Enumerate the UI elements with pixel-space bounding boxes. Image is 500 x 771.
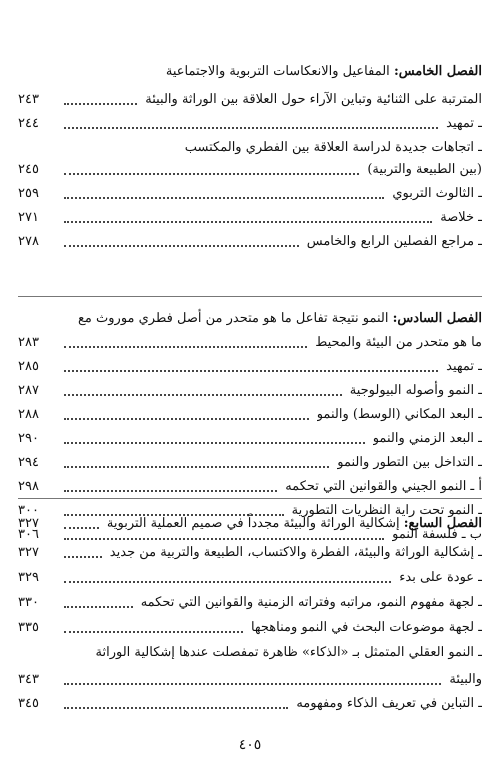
entry-page-number: ٣٣٥ bbox=[18, 620, 39, 635]
entry-title bbox=[107, 513, 482, 535]
entry-text: (بين الطبيعة والتربية) bbox=[367, 162, 482, 177]
entry-text: ـ البعد المكاني (الوسط) والنمو bbox=[316, 407, 482, 422]
dot-leader bbox=[64, 163, 359, 175]
dot-leader bbox=[64, 235, 299, 247]
entry-text: ـ خلاصة bbox=[440, 210, 482, 225]
entry-title bbox=[96, 642, 483, 664]
entry-title bbox=[440, 207, 482, 229]
entry-page-number: ٢٨٣ bbox=[18, 335, 39, 350]
toc-entry bbox=[18, 158, 482, 182]
dot-leader bbox=[64, 432, 365, 444]
entry-title bbox=[166, 61, 482, 83]
entry-text: ـ تمهيد bbox=[446, 116, 482, 131]
dot-leader bbox=[64, 697, 288, 709]
entry-page-number: ٢٤٥ bbox=[18, 162, 39, 177]
chapter-heading bbox=[18, 60, 482, 84]
entry-page-number: ٢٧١ bbox=[18, 210, 39, 225]
entry-title bbox=[446, 356, 482, 378]
entry-title bbox=[373, 428, 482, 450]
dot-leader bbox=[64, 456, 329, 468]
dot-leader bbox=[64, 117, 438, 129]
dot-leader bbox=[64, 571, 391, 583]
entry-page-number: ٣٠٦ bbox=[18, 527, 39, 542]
entry-page-number: ٢٤٤ bbox=[18, 116, 39, 131]
entry-text: ـ النمو تحت راية النظريات التطورية bbox=[291, 503, 482, 518]
chapter-label: الفصل السادس: bbox=[392, 311, 482, 326]
entry-text: والبيئة bbox=[449, 672, 482, 687]
entry-title bbox=[185, 137, 482, 159]
entry-text: ـ النمو العقلي المتمثل بـ «الذكاء» ظاهرة تمفصلت عندها إشكالية الوراثة bbox=[95, 645, 482, 660]
toc-entry bbox=[18, 355, 482, 379]
entry-text: ـ التباين في تعريف الذكاء ومفهومه bbox=[296, 696, 482, 711]
toc-entry bbox=[18, 403, 482, 427]
entry-text: ـ تمهيد bbox=[446, 359, 482, 374]
entry-text: ـ البعد الزمني والنمو bbox=[372, 431, 482, 446]
dot-leader bbox=[64, 480, 277, 492]
toc-entry bbox=[18, 230, 482, 254]
entry-text: ـ التداخل بين التطور والنمو bbox=[337, 455, 482, 470]
entry-text: ـ اتجاهات جديدة لدراسة العلاقة بين الفطري والمكتسب bbox=[184, 140, 482, 155]
entry-text: النمو نتيجة تفاعل ما هو متحدر من أصل فطري موروث مع bbox=[78, 311, 389, 326]
toc-entry bbox=[18, 641, 482, 665]
entry-title bbox=[350, 380, 482, 402]
entry-text: إشكالية الوراثة والبيئة مجدداً في صميم العملية التربوية bbox=[106, 516, 400, 531]
toc-entry bbox=[18, 475, 482, 499]
entry-page-number: ٢٨٨ bbox=[18, 407, 39, 422]
toc-entry bbox=[18, 136, 482, 160]
dot-leader bbox=[64, 546, 102, 558]
entry-page-number: ٣٢٧ bbox=[18, 516, 39, 531]
entry-page-number: ٢٤٣ bbox=[18, 92, 39, 107]
entry-title bbox=[399, 567, 482, 589]
entry-title bbox=[315, 332, 482, 354]
entry-text: ما هو متحدر من البيئة والمحيط bbox=[315, 335, 482, 350]
entry-page-number: ٣٠٠ bbox=[18, 503, 39, 518]
entry-page-number: ٢٨٥ bbox=[18, 359, 39, 374]
toc-entry bbox=[18, 541, 482, 565]
dot-leader bbox=[64, 596, 133, 608]
toc-entry bbox=[18, 692, 482, 716]
entry-text: ـ عودة على بدء bbox=[399, 570, 482, 585]
toc-entry bbox=[18, 331, 482, 355]
entry-title bbox=[110, 542, 482, 564]
page-number: ٤٠٥ bbox=[238, 737, 262, 753]
entry-title bbox=[337, 452, 482, 474]
entry-text: ـ الثالوث التربوي bbox=[392, 186, 482, 201]
entry-title bbox=[78, 308, 482, 330]
dot-leader bbox=[64, 211, 432, 223]
toc-entry bbox=[18, 206, 482, 230]
entry-title bbox=[367, 159, 482, 181]
dot-leader bbox=[64, 408, 309, 420]
entry-text: ـ لجهة مفهوم النمو، مراتبه وفتراته الزمنية والقوانين التي تحكمه bbox=[140, 595, 482, 610]
entry-text: ـ مراجع الفصلين الرابع والخامس bbox=[306, 234, 482, 249]
chapter-divider bbox=[18, 498, 482, 499]
entry-title bbox=[446, 113, 482, 135]
toc-entry bbox=[18, 379, 482, 403]
entry-page-number: ٣٤٥ bbox=[18, 696, 39, 711]
entry-title bbox=[296, 693, 482, 715]
entry-text: المترتبة على الثنائية وتباين الآراء حول العلاقة بين الوراثة والبيئة bbox=[145, 92, 482, 107]
toc-entry bbox=[18, 591, 482, 615]
entry-title bbox=[145, 89, 482, 111]
entry-page-number: ٣٤٣ bbox=[18, 672, 39, 687]
entry-text: ب ـ فلسفة النمو bbox=[392, 527, 482, 542]
entry-page-number: ٢٧٨ bbox=[18, 234, 39, 249]
toc-entry bbox=[18, 451, 482, 475]
toc-entry bbox=[18, 112, 482, 136]
chapter-heading bbox=[18, 512, 482, 536]
entry-page-number: ٢٨٧ bbox=[18, 383, 39, 398]
toc-entry bbox=[18, 668, 482, 692]
entry-title bbox=[285, 476, 482, 498]
dot-leader bbox=[64, 93, 137, 105]
toc-entry bbox=[18, 182, 482, 206]
entry-text: ـ النمو وأصوله البيولوجية bbox=[349, 383, 482, 398]
entry-text: ـ إشكالية الوراثة والبيئة، الفطرة والاكتساب، الطبيعة والتربية من جديد bbox=[109, 545, 482, 560]
entry-title bbox=[141, 592, 482, 614]
entry-page-number: ٢٩٠ bbox=[18, 431, 39, 446]
dot-leader bbox=[64, 360, 438, 372]
entry-title bbox=[307, 231, 482, 253]
entry-text: ـ لجهة موضوعات البحث في النمو ومناهجها bbox=[250, 620, 482, 635]
entry-title bbox=[392, 183, 482, 205]
toc-entry bbox=[18, 616, 482, 640]
entry-page-number: ٢٩٤ bbox=[18, 455, 39, 470]
dot-leader bbox=[64, 187, 384, 199]
entry-page-number: ٣٣٠ bbox=[18, 595, 39, 610]
entry-title bbox=[317, 404, 482, 426]
chapter-label: الفصل الخامس: bbox=[393, 64, 482, 79]
entry-page-number: ٣٢٧ bbox=[18, 545, 39, 560]
chapter-divider bbox=[18, 296, 482, 297]
entry-title bbox=[251, 617, 482, 639]
dot-leader bbox=[64, 673, 441, 685]
entry-page-number: ٢٩٨ bbox=[18, 479, 39, 494]
entry-title bbox=[449, 669, 482, 691]
toc-entry bbox=[18, 427, 482, 451]
entry-page-number: ٢٥٩ bbox=[18, 186, 39, 201]
entry-page-number: ٣٢٩ bbox=[18, 570, 39, 585]
dot-leader bbox=[64, 621, 243, 633]
entry-text: المفاعيل والانعكاسات التربوية والاجتماعية bbox=[165, 64, 390, 79]
chapter-label: الفصل السابع: bbox=[403, 516, 482, 531]
dot-leader bbox=[64, 336, 307, 348]
dot-leader bbox=[64, 517, 99, 529]
toc-entry bbox=[18, 88, 482, 112]
dot-leader bbox=[64, 384, 342, 396]
entry-text: أ ـ النمو الجيني والقوانين التي تحكمه bbox=[285, 479, 482, 494]
toc-entry bbox=[18, 566, 482, 590]
chapter-heading bbox=[18, 307, 482, 331]
